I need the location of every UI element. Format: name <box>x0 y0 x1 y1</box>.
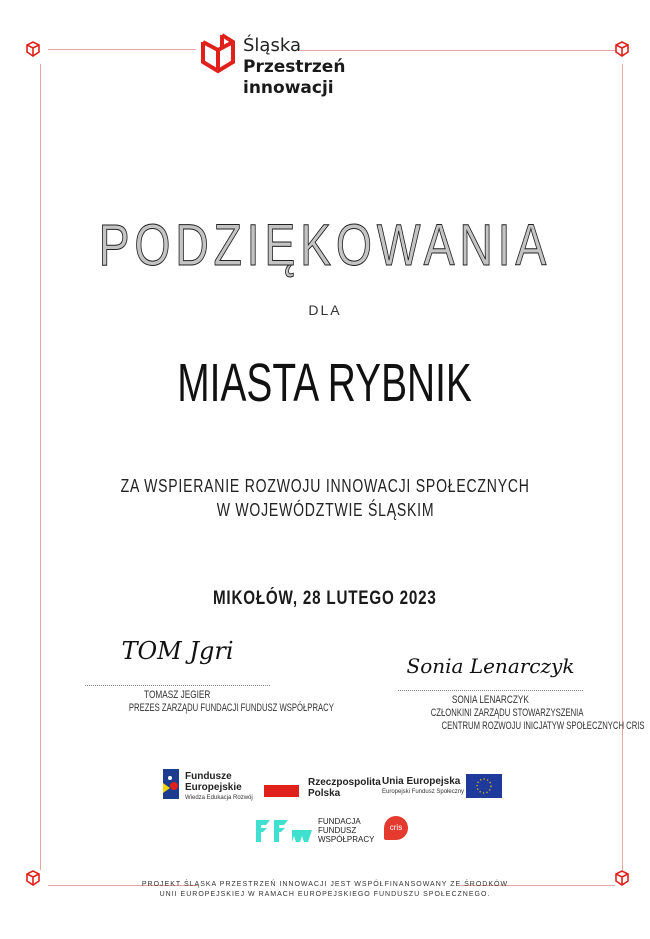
for-label: DLA <box>308 302 342 318</box>
eu-flag-icon <box>466 774 502 798</box>
cris-text: cris <box>389 823 403 832</box>
recipient: MIASTA RYBNIK <box>177 353 473 413</box>
certificate-title: PODZIĘKOWANIA <box>98 213 552 278</box>
reason <box>0 474 650 522</box>
fe-line1: Fundusze <box>185 771 232 782</box>
signature-image: Sonia Lenarczyk <box>406 654 575 678</box>
date-wrap <box>0 588 650 610</box>
logo-line1: Śląska <box>243 35 301 56</box>
signature-image: TOM Jgri <box>121 637 234 665</box>
signer-role: CZŁONKINI ZARZĄDU STOWARZYSZENIA <box>430 707 584 719</box>
fe-flag-icon <box>163 769 179 799</box>
cube-icon <box>614 41 630 57</box>
signature-block-left <box>85 637 334 715</box>
frame-left <box>40 64 41 870</box>
reason-line: ZA WSPIERANIE ROZWOJU INNOWACJI SPOŁECZNYCH <box>120 476 530 496</box>
rp-line2: Polska <box>308 788 341 799</box>
footer-line: UNII EUROPEJSKIEJ W RAMACH EUROPEJSKIEGO FUNDUSZU SPOŁECZNEGO. <box>159 891 491 898</box>
signer-name: SONIA LENARCZYK <box>451 694 530 706</box>
polish-flag-icon <box>264 785 299 797</box>
ffw-line2: FUNDUSZ <box>318 826 357 835</box>
rp-line1: Rzeczpospolita <box>308 777 381 788</box>
ue-line1: Unia Europejska <box>382 776 461 787</box>
ffw-line1: FUNDACJA <box>318 817 361 826</box>
signer-name: TOMASZ JEGIER <box>144 689 211 701</box>
ue-sub: Europejski Fundusz Społeczny <box>382 789 465 795</box>
footer-note <box>0 880 650 900</box>
header-logo <box>198 32 398 107</box>
logo-line3: innowacji <box>243 78 334 98</box>
signer-role: CENTRUM ROZWOJU INICJATYW SPOŁECZNYCH CRIS <box>441 720 645 732</box>
signature-line <box>85 685 270 686</box>
frame-right <box>622 64 623 870</box>
logo-cris <box>384 816 408 840</box>
ffw-logo-icon <box>256 820 312 842</box>
signature-line <box>398 690 583 691</box>
fe-line2: Europejskie <box>185 782 242 793</box>
title-wrap <box>0 212 650 279</box>
reason-line: W WOJEWÓDZTWIE ŚLĄSKIM <box>216 500 434 520</box>
place-date: MIKOŁÓW, 28 LUTEGO 2023 <box>213 588 437 609</box>
frame-top-left <box>48 49 196 50</box>
logo-cube-icon <box>200 32 236 74</box>
logo-line2: Przestrzeń <box>243 57 346 77</box>
ffw-line3: WSPÓŁPRACY <box>318 835 375 844</box>
recipient-wrap <box>0 352 650 414</box>
fe-sub: Wiedza Edukacja Rozwój <box>185 795 253 801</box>
signature-block-right <box>398 654 645 733</box>
footer-line: PROJEKT ŚLĄSKA PRZESTRZEŃ INNOWACJI JEST WSPÓŁFINANSOWANY ZE ŚRODKÓW <box>141 881 509 888</box>
signer-role: PREZES ZARZĄDU FUNDACJI FUNDUSZ WSPÓŁPRACY <box>128 702 334 714</box>
cube-icon <box>25 41 41 57</box>
logo-unia-europejska <box>382 776 465 798</box>
